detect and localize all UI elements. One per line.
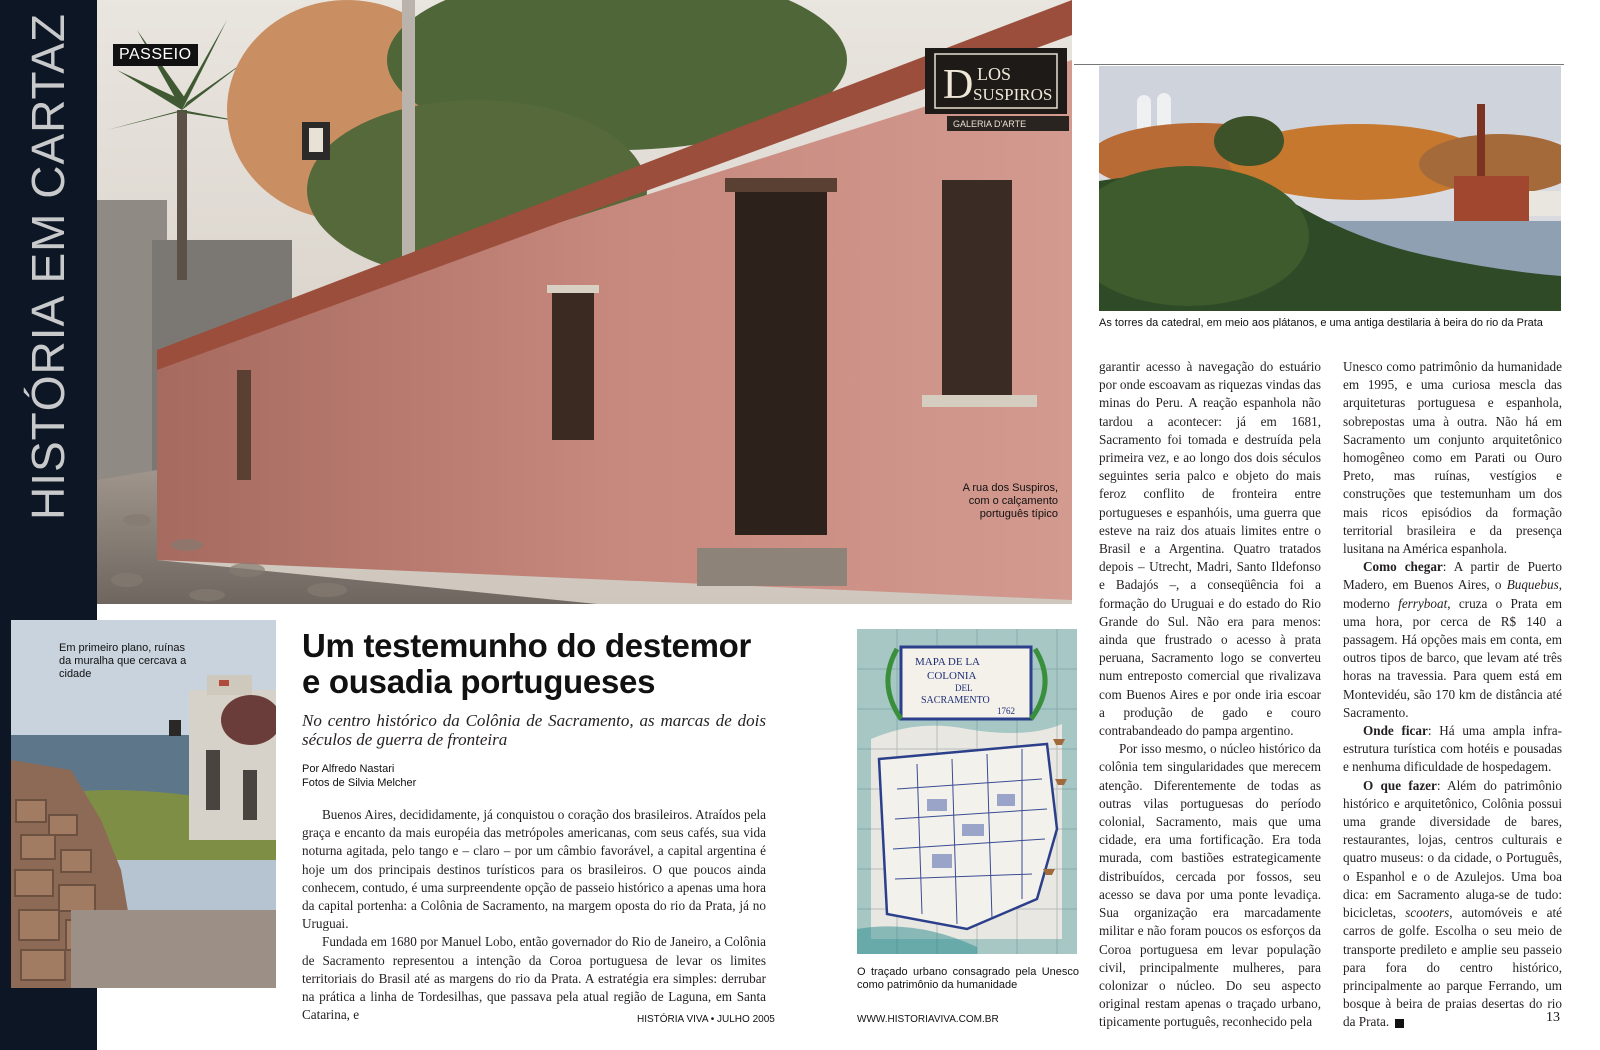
body-paragraph: Unesco como patrimônio da humanidade em 1995, e uma curiosa mescla das arquiteturas portuguesa e espanhola, sobrepostas uma à outra. Não há em Sacramento um conjunto arquitetônico homogêneo como em Parati ou Ouro Preto, mas ruínas, vestígios e construções que testemunham um dos mais ricos episódios da formação territorial brasileira e da presença lusitana na América espanhola. <box>1343 359 1562 557</box>
left-photo-caption: Em primeiro plano, ruínas da muralha que cercava a cidade <box>59 642 187 680</box>
body-paragraph: Buenos Aires, decididamente, já conquistou o coração dos brasileiros. Atraídos pela graça e encanto da mais européia das metrópoles americanas, com seus cafés, sua vida noturna agitada, pelo tango e – claro – por um câmbio favorável, a capital argentina é hoje um dos principais destinos turísticos para os brasileiros. O que poucos ainda conhecem, contudo, é uma surpreendente opção de passeio histórico a apenas uma hora da capital portenha: a Colônia de Sacramento, na margem oposta do rio da Prata, já no Uruguai. <box>302 807 766 932</box>
top-rule <box>1074 64 1564 65</box>
footer-magazine: HISTÓRIA VIVA • JULHO 2005 <box>637 1014 775 1025</box>
body-column-3 <box>1343 358 1562 1032</box>
sign-text-los: LOS <box>977 64 1012 84</box>
map-title-4: SACRAMENTO <box>921 695 990 706</box>
right-photo-caption: As torres da catedral, em meio aos plátanos, e uma antiga destilaria à beira do rio da Prata <box>1099 317 1543 329</box>
body-column-1 <box>302 806 766 1024</box>
map-title-3: DEL <box>955 683 973 693</box>
author: Por Alfredo Nastari <box>302 763 395 775</box>
body-paragraph: garantir acesso à navegação do estuário por onde escoavam as riquezas vindas das minas do Peru. A reação espanhola não tardou a acontecer: já em 1681, Sacramento foi tomada e destruída pela primeira vez, e ao longo dos dois séculos seguintes seria palco e objeto do mais feroz conflito de fronteira entre portugueses e espanhóis, uma guerra que esteve na raiz dos atuais limites entre o Brasil e a Argentina. Quatro tratados depois – Utrecht, Madri, Santo Ildefonso e Badajós –, a conseqüência foi a formação do Uruguai e do estado do Rio Grande do Sul. Não era para menos: ainda que frustrado o acesso à prata peruana, Sacramento logo se converteu num entreposto comercial que rivalizava com Buenos Aires e por onde iria escoar a produção de gado e couro contrabandeado do pampa argentino. <box>1099 359 1321 739</box>
info-o-que-fazer: O que fazer: Além do patrimônio histórico e arquitetônico, Colônia possui uma grande diversidade de bares, restaurantes, lojas, centros culturais e quatro museus: o da cidade, o Português, o Espanhol e o de Azulejos. Uma boa dica: em Sacramento aluga-se de tudo: bicicletas, scooters, automóveis e até carros de golfe. Escolha o seu meio de transporte predileto e amplie seu passeio para fora do centro histórico, principalmente ao parque Ferrando, um bosque à beira de praias desertas do rio da Prata. <box>1343 777 1562 1030</box>
end-mark-icon <box>1395 1019 1404 1028</box>
body-paragraph: Por isso mesmo, o núcleo histórico da colônia tem singularidades que merecem atenção. Diferentemente de todas as outras vilas portuguesas do período colonial, Sacramento, mais que uma cidade, era uma fortificação. Era toda murada, com bastiões estrategicamente distribuídos, cercada por fossos, seu acesso se dava por uma ponte levadiça. Sua organização era marcadamente militar e não foram poucos os esforços da Coroa portuguesa em levar população civil, principalmente mulheres, para colonizar o núcleo. Do seu aspecto original restam apenas o traçado urbano, tipicamente português, reconhecido pela <box>1099 741 1321 1030</box>
section-title: HISTÓRIA EM CARTAZ <box>22 12 74 520</box>
footer-website[interactable]: WWW.HISTORIAVIVA.COM.BR <box>857 1014 999 1025</box>
info-label: Como chegar <box>1363 559 1443 575</box>
main-photo-caption: A rua dos Suspiros, com o calçamento português típico <box>962 482 1058 520</box>
map-year: 1762 <box>997 706 1015 716</box>
tile-map-caption: O traçado urbano consagrado pela Unesco como patrimônio da humanidade <box>857 966 1079 991</box>
info-label: Onde ficar <box>1363 723 1428 739</box>
page-number: 13 <box>1546 1010 1560 1025</box>
tile-map-photo <box>857 629 1077 954</box>
info-onde-ficar: Onde ficar: Há uma ampla infra-estrutura turística com hotéis e pousadas e nenhuma dificuldade de hospedagem. <box>1343 723 1562 775</box>
body-column-2 <box>1099 358 1321 1032</box>
body-paragraph: Fundada em 1680 por Manuel Lobo, então governador do Rio de Janeiro, a Colônia de Sacramento representou a intenção da Coroa portuguesa de levar os limites territoriais do Brasil até as margens do rio da Prata. A estratégia era simples: derrubar na prática a linha de Tordesilhas, que passava pela atual região de Laguna, em Santa Catarina, e <box>302 934 766 1023</box>
article-headline: Um testemunho do destemor e ousadia portugueses <box>302 627 752 700</box>
sign-text-galeria: GALERIA D'ARTE <box>953 119 1027 129</box>
info-como-chegar: Como chegar: A partir de Puerto Madero, em Buenos Aires, o Buquebus, moderno ferryboat, cruza o Prata em uma hora, por cerca de R$ 140 a passagem. Há opções mais em conta, em outros tipos de barco, que levam até três horas na travessia. Para quem está em Montevidéu, são 170 km de distância até Sacramento. <box>1343 559 1563 720</box>
article-deck: No centro histórico da Colônia de Sacramento, as marcas de dois séculos de guerra de fronteira <box>302 711 766 749</box>
map-title-2: COLONIA <box>927 670 977 682</box>
section-tag-passeio: PASSEIO <box>113 44 198 66</box>
info-label: O que fazer <box>1363 777 1437 793</box>
main-photo-street <box>97 0 1072 604</box>
sign-text-suspiros: SUSPIROS <box>973 85 1053 104</box>
svg-text:D: D <box>943 62 974 108</box>
byline <box>302 762 416 790</box>
map-title-1: MAPA DE LA <box>915 656 980 668</box>
photo-credit: Fotos de Silvia Melcher <box>302 777 417 789</box>
right-photo-cathedral <box>1099 66 1561 311</box>
